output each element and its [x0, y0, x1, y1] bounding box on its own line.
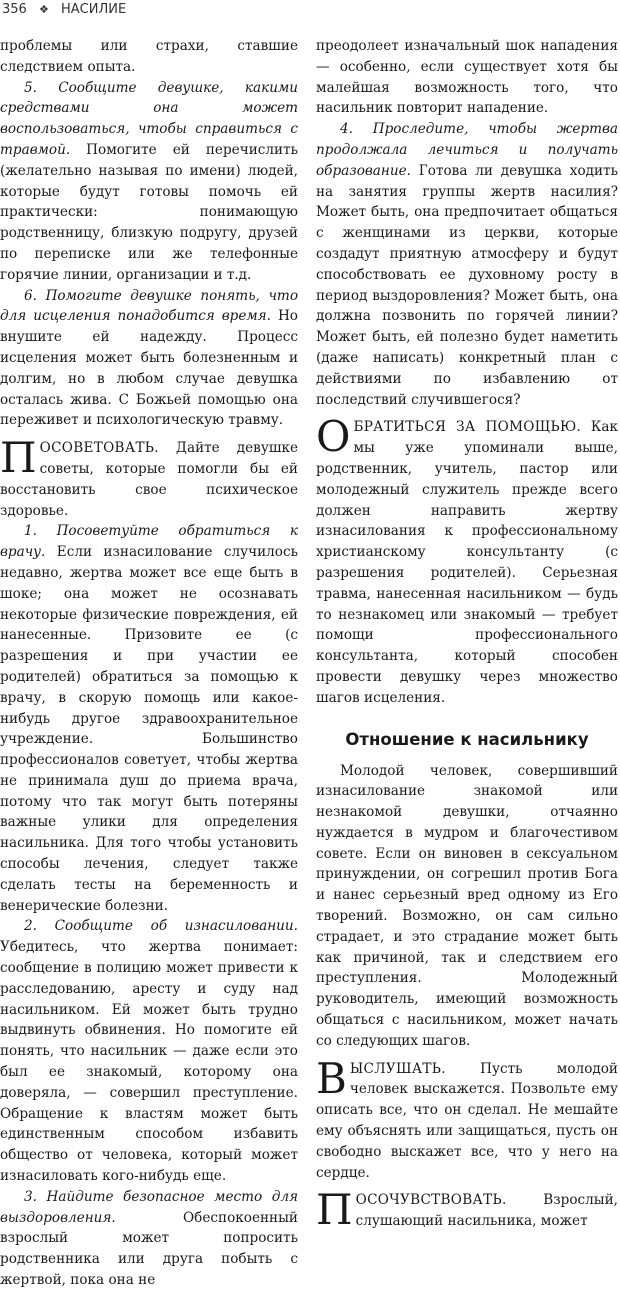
paragraph — [0, 916, 298, 1186]
lead-caps: ОСОЧУВСТВОВАТЬ. — [355, 1192, 507, 1209]
italic-lead: 1. Посоветуйте обратиться к врачу. — [0, 523, 298, 561]
paragraph-text: Как мы уже упоминали выше, родственник, учитель, пастор или молодежный служитель прежде всего должен направить жертву изнасилования к профессиональному христианскому консультанту (с разрешения родителей). Серьезная травма, нанесенная насильником — будь то незнакомец или знакомый — требует помощи профессионального консультанта, который способен провести девушку через множество шагов исцеления. — [316, 419, 618, 706]
lead-caps: ОСОВЕТОВАТЬ. — [39, 440, 159, 457]
italic-lead: 3. Найдите безопасное место для выздоровления. — [0, 1188, 298, 1226]
italic-lead: 6. Помогите девушке понять, что для исцеления понадобится время. — [0, 287, 298, 325]
paragraph-text: Помогите ей перечислить (желательно называя по имени) людей, которые будут готовы помочь ей практически: понимающую родственницу, близкую подругу, друзей по переписке или же телефонные горячие линии, организации и т.д. — [0, 141, 298, 283]
subheading: Отношение к насильнику — [345, 729, 589, 749]
paragraph-text: Пусть молодой человек выскажется. Позвольте ему описать все, что он сделал. Не мешайте ему объяснять или защищаться, пусть он свободно выскажет все, что у него на сердце. — [316, 1060, 618, 1181]
paragraph: Молодой человек, совершивший изнасилование знакомой или незнакомой девушки, отчаянно нуждается в мудром и благочестивом совете. Если он виновен в сексуальном принуждении, он согрешил против Бога и нанес серьезный вред одному из Его творений. Возможно, он сам сильно страдает, и это страдание может быть как причиной, так и следствием его преступления. Молодежный руководитель, имеющий возможность общаться с насильником, может начать со следующих шагов. — [316, 762, 618, 1049]
lead-caps: БРАТИТЬСЯ ЗА ПОМОЩЬЮ. — [353, 419, 582, 436]
paragraph — [0, 1187, 298, 1291]
paragraph-text: Но внушите ей надежду. Процесс исцеления может быть болезненным и долгим, но в любом случае девушка осталась жива. С Божьей помощью она переживет и психологическую травму. — [0, 308, 298, 429]
paragraph-text: Обеспокоенный взрослый может попросить родственника или друга побыть с жертвой, пока она не — [0, 1209, 298, 1289]
section-lead — [316, 1053, 618, 1184]
left-column — [0, 36, 298, 1289]
paragraph — [0, 521, 298, 916]
drop-cap: П — [0, 433, 37, 483]
paragraph: проблемы или страхи, ставшие следствием опыта. — [0, 38, 298, 75]
italic-lead: 2. Сообщите об изнасиловании. — [24, 918, 298, 935]
paragraph-text: Если изнасилование случилось недавно, жертва может все еще быть в шоке; она может не осознавать некоторые физические повреждения, ей нанесенные. Призовите ее (с разрешения и при участии ее родителей) обратиться за помощью к врачу, в скорую помощь или какое-нибудь другое здравоохранительное учреждение. Большинство профессионалов советует, чтобы жертва не принимала душ до приема врача, потому что так могут быть потеряны важные улики для определения насильника. Для того чтобы установить способы лечения, следует также сделать тесты на беременность и венерические болезни. — [0, 544, 298, 914]
paragraph: преодолеет изначальный шок нападения — особенно, если существует хотя бы малейшая возможность того, что насильник повторит нападение. — [316, 38, 618, 117]
section-lead — [316, 412, 618, 708]
paragraph — [0, 78, 298, 286]
separator-ornament-icon: ❖ — [38, 3, 49, 16]
paragraph-text: Дайте девушке советы, которые помогли бы ей восстановить свое психическое здоровье. — [0, 440, 298, 519]
lead-caps: ЫСЛУШАТЬ. — [349, 1060, 446, 1077]
page-number: 356 — [2, 2, 27, 17]
drop-cap: О — [316, 412, 351, 462]
running-header — [0, 0, 620, 22]
paragraph-text: Готова ли девушка ходить на занятия группы жертв насилия? Может быть, она предпочитает общаться с женщинами из церкви, которые создадут приятную атмосферу и будут способствовать ее духовному росту в период выздоровления? Может быть, она должна позвонить по горячей линии? Может быть, ей полезно будет наметить (даже написать) конкретный план с действиями по избавлению от последствий случившегося? — [316, 162, 618, 408]
drop-cap: В — [316, 1053, 347, 1103]
paragraph-text: Взрослый, слушающий насильника, может — [355, 1192, 618, 1230]
paragraph — [0, 286, 298, 432]
section-lead — [316, 1185, 618, 1235]
italic-lead: 5. Сообщите девушке, какими средствами она может воспользоваться, чтобы справиться с травмой. — [0, 79, 298, 158]
paragraph-text: Убедитесь, что жертва понимает: сообщение в полицию может привести к расследованию, аресту и суду над насильником. Ей может быть трудно выдвинуть обвинения. Но помогите ей понять, что насильник — даже если это был ее знакомый, которому она доверяла, — совершил преступление. Обращение к властям может быть единственным способом избавить общество от человека, который может изнасиловать кого-нибудь еще. — [0, 939, 298, 1185]
section-title: НАСИЛИЕ — [60, 2, 127, 17]
drop-cap: П — [316, 1185, 353, 1235]
paragraph — [316, 119, 618, 410]
right-column — [316, 36, 618, 1235]
italic-lead: 4. Проследите, чтобы жертва продолжала лечиться и получать образование. — [316, 121, 618, 179]
section-lead — [0, 433, 298, 521]
